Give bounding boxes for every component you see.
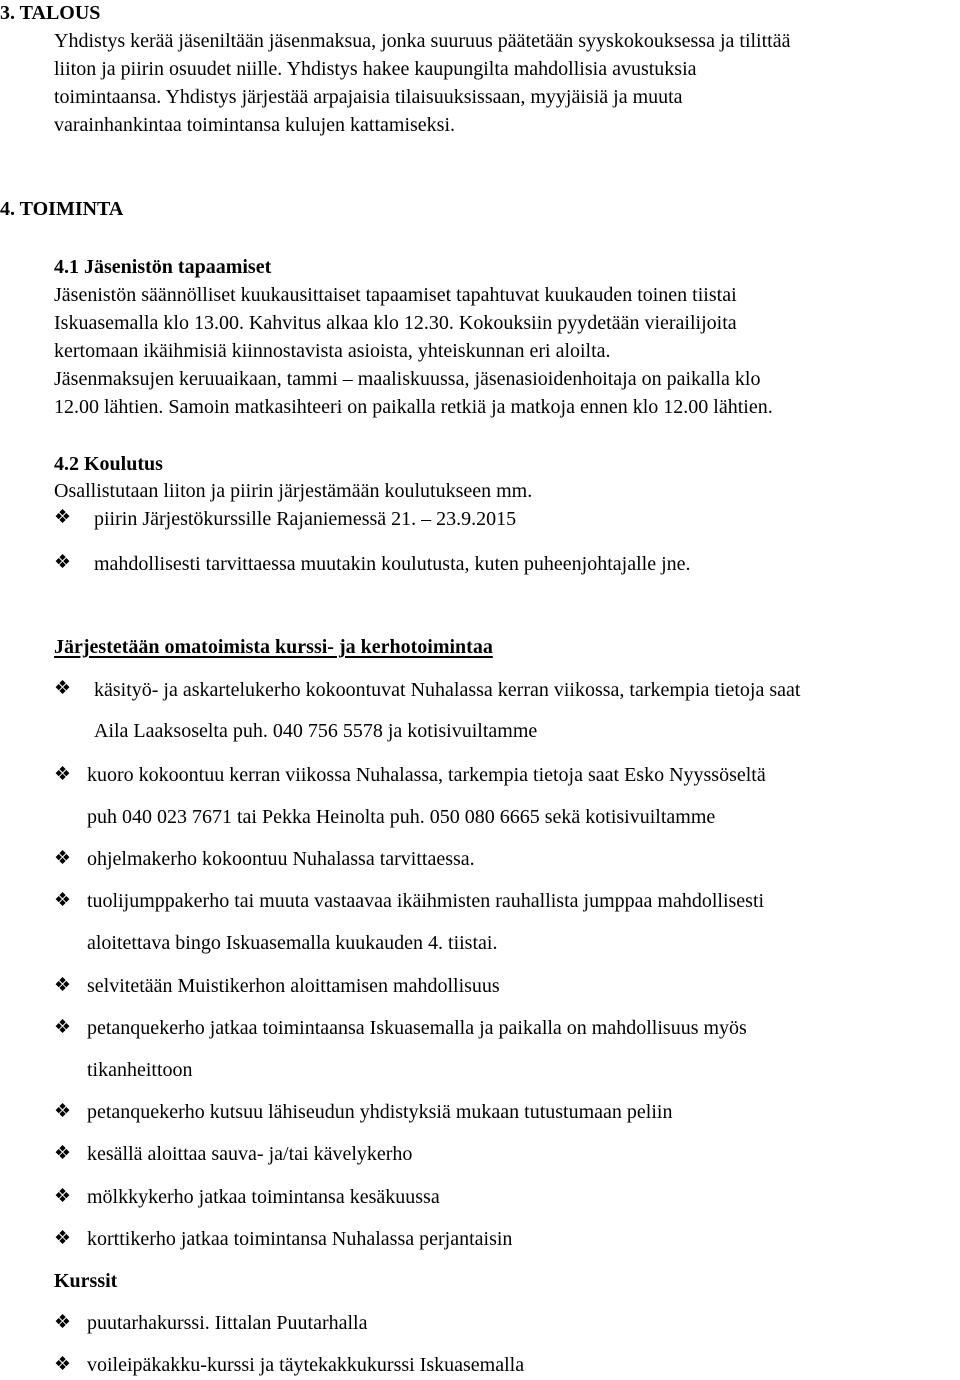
club-item-4-line-2: aloitettava bingo Iskuasemalla kuukauden 4. tiistai. [87,932,498,954]
bullet-icon: ❖ [54,1017,72,1038]
course-item-2: voileipäkakku-kurssi ja täytekakkukurssi Iskuasemalla [87,1354,525,1376]
club-item-7: petanquekerho kutsuu lähiseudun yhdistyksiä mukaan tutustumaan peliin [87,1101,673,1123]
club-item-2-line-2: puh 040 023 7671 tai Pekka Heinolta puh. 050 080 6665 sekä kotisivuiltamme [87,806,716,828]
courses-heading: Kurssit [54,1270,118,1292]
bullet-icon: ❖ [54,1312,72,1333]
club-item-6-line-2: tikanheittoon [87,1059,193,1081]
clubs-heading: Järjestetään omatoimista kurssi- ja kerhotoimintaa [54,636,493,658]
section-3-line-3: toimintaansa. Yhdistys järjestää arpajaisia tilaisuuksissaan, myyjäisiä ja muuta [54,86,683,108]
club-item-1-line-1: käsityö- ja askartelukerho kokoontuvat Nuhalassa kerran viikossa, tarkempia tietoja saat [94,679,801,701]
club-item-8: kesällä aloittaa sauva- ja/tai kävelykerho [87,1143,413,1165]
section-3-line-4: varainhankintaa toimintansa kulujen kattamiseksi. [54,114,456,136]
section-3-heading: 3. TALOUS [0,2,101,24]
section-4-1-line-2: Iskuasemalla klo 13.00. Kahvitus alkaa klo 12.30. Kokouksiin pyydetään vierailijoita [54,312,737,334]
section-4-heading: 4. TOIMINTA [0,198,124,220]
bullet-icon: ❖ [54,552,72,573]
bullet-icon: ❖ [54,1354,72,1375]
section-4-2-intro: Osallistutaan liiton ja piirin järjestämään koulutukseen mm. [54,480,533,502]
bullet-icon: ❖ [54,890,72,911]
bullet-icon: ❖ [54,1101,72,1122]
club-item-9: mölkkykerho jatkaa toimintansa kesäkuussa [87,1186,440,1208]
bullet-icon: ❖ [54,1143,72,1164]
club-item-10: korttikerho jatkaa toimintansa Nuhalassa perjantaisin [87,1228,513,1250]
club-item-6-line-1: petanquekerho jatkaa toimintaansa Iskuasemalla ja paikalla on mahdollisuus myös [87,1017,747,1039]
section-4-1-line-4: Jäsenmaksujen keruuaikaan, tammi – maaliskuussa, jäsenasioidenhoitaja on paikalla klo [54,368,761,390]
section-3-line-2: liiton ja piirin osuudet niille. Yhdistys hakee kaupungilta mahdollisia avustuksia [54,58,697,80]
bullet-icon: ❖ [54,848,72,869]
bullet-icon: ❖ [54,1228,72,1249]
bullet-icon: ❖ [54,1186,72,1207]
course-item-1: puutarhakurssi. Iittalan Puutarhalla [87,1312,368,1334]
club-item-3: ohjelmakerho kokoontuu Nuhalassa tarvittaessa. [87,848,475,870]
section-4-1-line-3: kertomaan ikäihmisiä kiinnostavista asioista, yhteiskunnan eri aloilta. [54,340,611,362]
section-4-2-bullet-2: mahdollisesti tarvittaessa muutakin koulutusta, kuten puheenjohtajalle jne. [94,553,691,575]
bullet-icon: ❖ [54,678,72,699]
club-item-4-line-1: tuolijumppakerho tai muuta vastaavaa ikäihmisten rauhallista jumppaa mahdollisesti [87,890,765,912]
club-item-2-line-1: kuoro kokoontuu kerran viikossa Nuhalassa, tarkempia tietoja saat Esko Nyyssöseltä [87,764,766,786]
section-4-1-line-5: 12.00 lähtien. Samoin matkasihteeri on paikalla retkiä ja matkoja ennen klo 12.00 lähtien. [54,396,773,418]
bullet-icon: ❖ [54,507,72,528]
section-4-2-heading: 4.2 Koulutus [54,453,163,475]
section-4-1-line-1: Jäsenistön säännölliset kuukausittaiset tapaamiset tapahtuvat kuukauden toinen tiistai [54,284,737,306]
section-4-1-heading: 4.1 Jäsenistön tapaamiset [54,256,272,278]
club-item-1-line-2: Aila Laaksoselta puh. 040 756 5578 ja kotisivuiltamme [94,720,538,742]
club-item-5: selvitetään Muistikerhon aloittamisen mahdollisuus [87,975,500,997]
section-4-2-bullet-1: piirin Järjestökurssille Rajaniemessä 21. – 23.9.2015 [94,508,517,530]
section-3-line-1: Yhdistys kerää jäseniltään jäsenmaksua, jonka suuruus päätetään syyskokouksessa ja tilittää [54,30,791,52]
bullet-icon: ❖ [54,764,72,785]
bullet-icon: ❖ [54,975,72,996]
